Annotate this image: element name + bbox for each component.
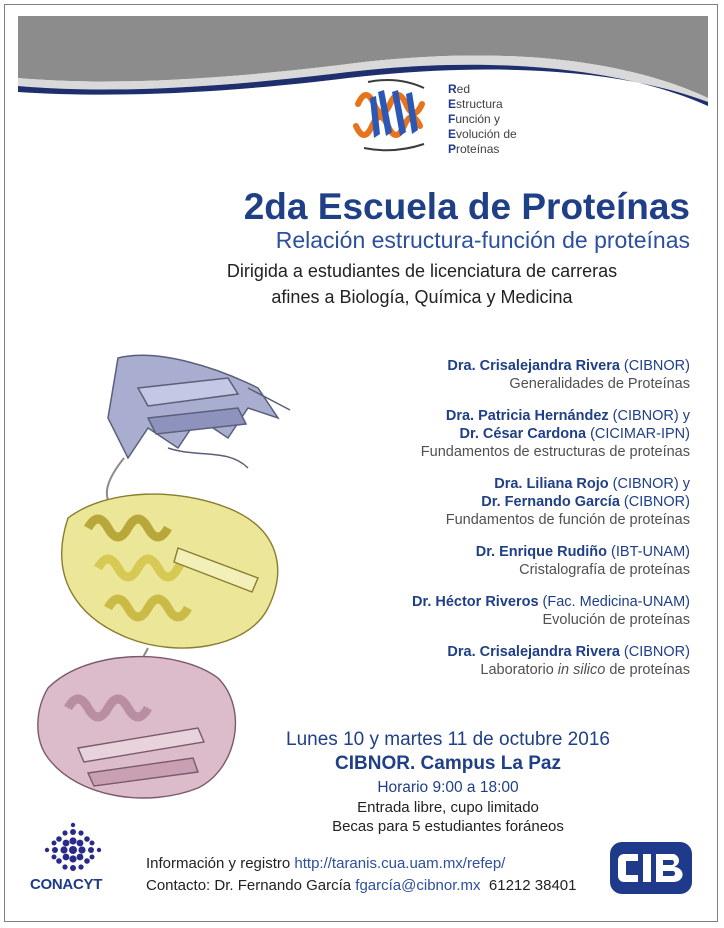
speakers-list xyxy=(310,357,690,693)
speaker-entry xyxy=(310,543,690,579)
contact-phone: 61212 38401 xyxy=(488,877,577,894)
lower-domain xyxy=(38,657,236,798)
event-info xyxy=(248,728,648,836)
conacyt-label: CONACYT xyxy=(30,876,103,893)
speaker-topic: Generalidades de Proteínas xyxy=(509,376,690,392)
speaker-institution: (CIBNOR) xyxy=(619,494,690,510)
registration-link[interactable]: http://taranis.cua.uam.mx/refep/ xyxy=(294,855,506,872)
event-venue: CIBNOR. Campus La Paz xyxy=(335,753,561,774)
event-grants-note: Becas para 5 estudiantes foráneos xyxy=(332,818,564,835)
audience-line: afines a Biología, Química y Medicina xyxy=(271,287,573,307)
speaker-name: Dr. Héctor Riveros xyxy=(412,594,539,610)
speaker-name: Dra. Crisalejandra Rivera xyxy=(447,358,620,374)
speaker-entry xyxy=(310,475,690,529)
speaker-name: Dr. Fernando García xyxy=(481,494,620,510)
speaker-institution: (CIBNOR) y xyxy=(608,476,690,492)
speaker-topic: Evolución de proteínas xyxy=(542,612,690,628)
contact-label: Contacto: Dr. Fernando García xyxy=(146,877,352,894)
audience-line: Dirigida a estudiantes de licenciatura de carreras xyxy=(226,261,618,281)
speaker-institution: (IBT-UNAM) xyxy=(607,544,690,560)
cib-logo-icon xyxy=(610,842,692,894)
speaker-name: Dra. Liliana Rojo xyxy=(494,476,609,492)
speaker-entry xyxy=(310,357,690,393)
speaker-entry xyxy=(310,643,690,679)
refep-logo xyxy=(348,74,548,156)
speaker-name: Dra. Crisalejandra Rivera xyxy=(447,644,620,660)
logo-line: Función y xyxy=(448,112,501,126)
speaker-institution: (CIBNOR) xyxy=(619,358,690,374)
event-date: Lunes 10 y martes 11 de octubre 2016 xyxy=(286,729,610,750)
speaker-entry xyxy=(310,407,690,461)
speaker-topic: Cristalografía de proteínas xyxy=(519,562,690,578)
event-hours: Horario 9:00 a 18:00 xyxy=(377,779,519,796)
page-subtitle: Relación estructura-función de proteínas xyxy=(275,227,690,253)
audience-text xyxy=(172,258,672,310)
speaker-topic: Laboratorio in silico de proteínas xyxy=(480,662,690,678)
speaker-name: Dra. Patricia Hernández xyxy=(445,408,609,424)
logo-line: Estructura xyxy=(448,97,503,111)
speaker-topic: Fundamentos de estructuras de proteínas xyxy=(420,444,690,460)
info-label: Información y registro xyxy=(146,855,291,872)
page-title: 2da Escuela de Proteínas xyxy=(243,186,690,227)
upper-domain xyxy=(108,355,290,468)
contact-info xyxy=(146,853,577,897)
middle-domain xyxy=(62,494,278,648)
speaker-institution: (Fac. Medicina-UNAM) xyxy=(538,594,690,610)
speaker-name: Dr. César Cardona xyxy=(459,426,587,442)
speaker-institution: (CICIMAR-IPN) xyxy=(586,426,690,442)
protein-logo-icon xyxy=(348,74,438,154)
speaker-institution: (CIBNOR) xyxy=(619,644,690,660)
speaker-name: Dr. Enrique Rudiño xyxy=(475,544,608,560)
event-entry-note: Entrada libre, cupo limitado xyxy=(357,799,539,816)
logo-line: Evolución de xyxy=(448,127,517,141)
logo-wordmark xyxy=(448,82,517,157)
speaker-topic: Fundamentos de función de proteínas xyxy=(445,512,690,528)
contact-email-link[interactable]: fgarcía@cibnor.mx xyxy=(355,877,481,894)
speaker-institution: (CIBNOR) y xyxy=(608,408,690,424)
speaker-entry xyxy=(310,593,690,629)
logo-line: Red xyxy=(448,82,471,96)
logo-line: Proteínas xyxy=(448,142,500,156)
